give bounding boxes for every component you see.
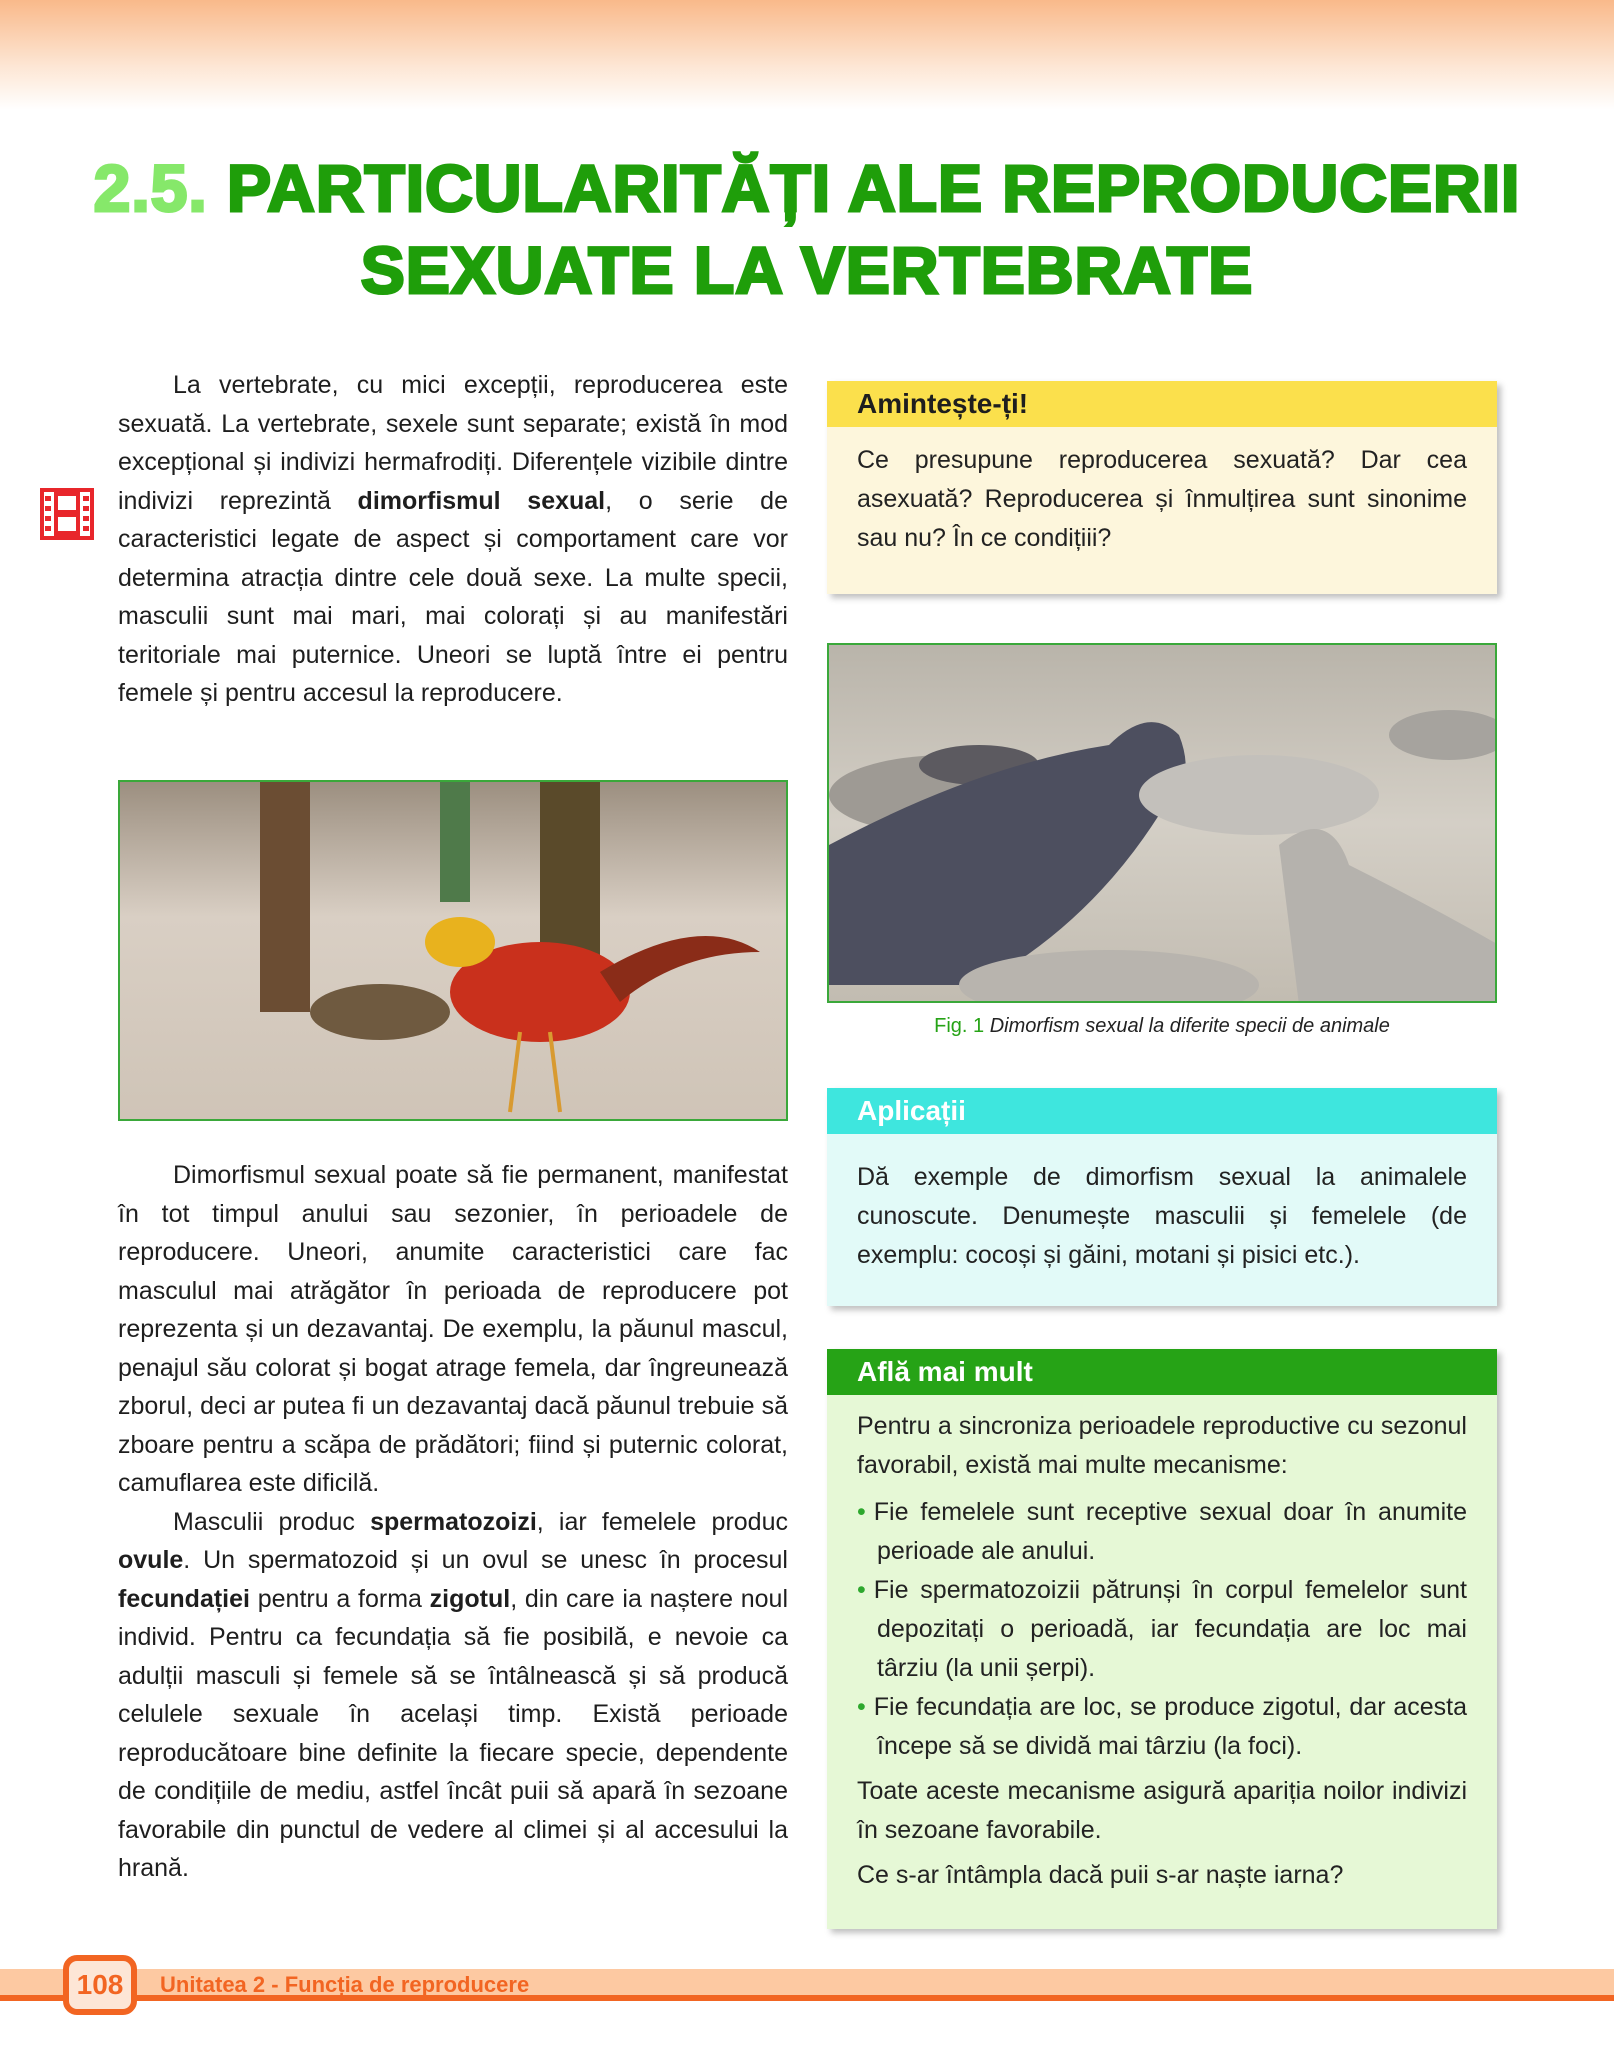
section-number: 2.5. — [93, 151, 208, 225]
figure-label: Fig. 1 — [934, 1015, 985, 1037]
header-band — [0, 0, 1614, 110]
list-item: • Fie femelele sunt receptive sexual doar în anumite perioade ale anului. — [857, 1493, 1467, 1571]
applications-box — [827, 1088, 1497, 1306]
figure-caption — [827, 1012, 1497, 1040]
remember-text: Ce presupune reproducerea sexuată? Dar cea asexuată? Reproducerea și înmulțirea sunt sinonime sau nu? În ce condițiii? — [857, 446, 1467, 552]
figure-caption-text: Dimorfism sexual la diferite specii de animale — [989, 1015, 1390, 1037]
page-number: 108 — [63, 1955, 137, 2015]
applications-text: Dă exemple de dimorfism sexual la animalele cunoscute. Denumește masculii și femelele (de exemplu: cocoși și găini, motani și pisici etc.). — [857, 1163, 1467, 1269]
video-icon[interactable] — [40, 488, 94, 540]
unit-title: Unitatea 2 - Funcția de reproducere — [160, 1972, 530, 1997]
mechanism-list — [857, 1493, 1467, 1766]
title-line-1: PARTICULARITĂȚI ALE REPRODUCERII — [227, 151, 1521, 225]
list-item: • Fie spermatozoizii pătrunși în corpul femelelor sunt depozitați o perioadă, iar fecundația are loc mai târziu (la unii șerpi). — [857, 1571, 1467, 1688]
learn-more-title: Află mai mult — [827, 1349, 1497, 1395]
page-title — [0, 148, 1614, 228]
intro-text: La vertebrate, cu mici excepții, reproducerea este sexuată. La vertebrate, sexele sunt separate; există în mod excepțional și indivizi hermafrodiți. Diferențele vizibile dintre indivizi reprezintă dimorfismul sexual, o serie de caracteristici legate de aspect și comportament care vor determina atracția dintre cele două sexe. La multe specii, masculii sunt mai mari, mai colorați și au manifestări teritoriale mai puternice. Uneori se luptă între ei pentru femele și pentru accesul la reproducere. — [118, 371, 788, 707]
pheasant-photo — [118, 780, 788, 1121]
remember-title: Amintește-ți! — [827, 381, 1497, 427]
remember-box — [827, 381, 1497, 594]
applications-title: Aplicații — [827, 1088, 1497, 1134]
body-text: Dimorfismul sexual poate să fie permanent, manifestat în tot timpul anului sau sezonier, în perioadele de reproducere. Uneori, anumite caracteristici care fac masculul mai atrăgător în perioada de reproducere pot reprezenta și un dezavantaj. De exemplu, la păunul mascul, penajul său colorat și bogat atrage femela, dar îngreunează zborul, deci ar putea fi un dezavantaj dacă păunul trebuie să zboare pentru a scăpa de prădători; fiind și puternic colorat, camuflarea este dificilă. Masculii produc spermatozoizi, iar femelele produc ovule. Un spermatozoid și un ovul se unesc în procesul fecundației pentru a forma zigotul, din care ia naștere noul individ. Pentru ca fecundația să fie posibilă, e nevoie ca adulții masculi și femele să se întâlnească și să producă celulele sexuale în același timp. Există perioade reproducătoare bine definite la fiecare specie, dependente de condițiile de mediu, astfel încât puii să apară în sezoane favorabile din punctul de vedere al climei și al accesului la hrană. — [118, 1161, 788, 1882]
learn-more-intro: Pentru a sincroniza perioadele reproductive cu sezonul favorabil, există mai multe mecanisme: — [857, 1412, 1467, 1479]
page-title-line-2: SEXUATE LA VERTEBRATE — [360, 233, 1254, 307]
elephant-seal-photo — [827, 643, 1497, 1003]
list-item: • Fie fecundația are loc, se produce zigotul, dar acesta începe să se dividă mai târziu (la foci). — [857, 1688, 1467, 1766]
learn-more-box — [827, 1349, 1497, 1929]
learn-more-question: Ce s-ar întâmpla dacă puii s-ar naște iarna? — [857, 1861, 1344, 1889]
learn-more-outro: Toate aceste mecanisme asigură apariția noilor indivizi în sezoane favorabile. — [857, 1777, 1467, 1844]
